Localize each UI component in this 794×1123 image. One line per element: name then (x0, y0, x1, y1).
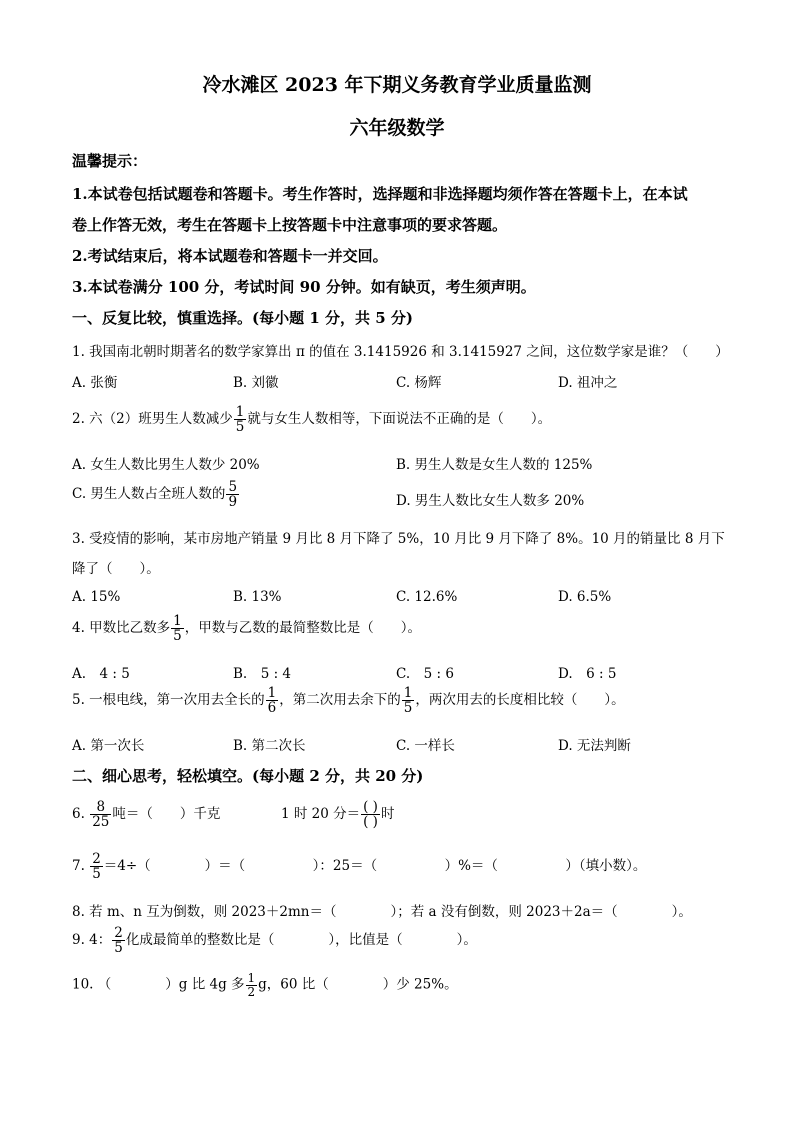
tips-line-2: 2.考试结束后，将本试题卷和答题卡一并交回。 (72, 247, 388, 265)
q6-blank-denominator: ( ) (363, 814, 378, 831)
question-1-stem: 1. 我国南北朝时期著名的数学家算出 π 的值在 3.1415926 和 3.1415927 之间，这位数学家是谁？（ ） (72, 344, 729, 360)
q2-option-b: B. 男生人数是女生人数的 125% (396, 457, 593, 473)
q2-fraction-numerator: 1 (235, 404, 245, 420)
tips-line-1b: 卷上作答无效，考生在答题卡上按答题卡中注意事项的要求答题。 (72, 216, 508, 234)
q6-part-1: 吨＝（ ）千克 (112, 806, 221, 823)
q5-stem-pre: 5. 一根电线，第一次用去全长的 (72, 692, 265, 709)
q7-fraction-denominator: 5 (92, 866, 101, 883)
q2-option-c-fraction (226, 480, 239, 509)
q4-stem-pre: 4. 甲数比乙数多 (72, 620, 171, 637)
tips-line-1a: 1.本试卷包括试题卷和答题卡。考生作答时，选择题和非选择题均须作答在答题卡上，在本试 (72, 185, 688, 203)
question-3-line-1: 3. 受疫情的影响，某市房地产销量 9 月比 8 月下降了 5%，10 月比 9 月下降了 8%。10 月的销量比 8 月下 (72, 531, 725, 547)
q4-fraction (171, 614, 184, 643)
q10-fraction-denominator: 2 (247, 984, 256, 999)
q6-part-2: 1 时 20 分＝ (280, 806, 361, 823)
exam-subtitle: 六年级数学 (349, 117, 445, 139)
q7-text: ＝4÷（ ）＝（ ）：25＝（ ）%＝（ ）（填小数）。 (103, 858, 647, 875)
q7-fraction-numerator: 2 (92, 851, 101, 867)
q7-fraction (90, 852, 103, 881)
q2-option-d: D. 男生人数比女生人数多 20% (396, 493, 585, 509)
question-7 (72, 852, 646, 881)
q6-label: 6. (72, 806, 85, 823)
q5-option-b: B. 第二次长 (233, 738, 306, 754)
question-4-stem (72, 614, 421, 643)
exam-title: 冷水滩区 2023 年下期义务教育学业质量监测 (202, 74, 592, 96)
q2-option-c-numerator: 5 (228, 479, 238, 495)
q9-fraction-denominator: 5 (114, 940, 123, 957)
q7-label: 7. (72, 858, 85, 875)
q5-stem-post: ，两次用去的长度相比较（ ）。 (415, 692, 625, 709)
q6-blank-numerator: ( ) (363, 799, 378, 815)
q4-stem-post: ，甲数与乙数的最简整数比是（ ）。 (184, 620, 422, 637)
q2-option-a: A. 女生人数比男生人数少 20% (72, 457, 260, 473)
q1-option-c: C. 杨辉 (396, 375, 442, 391)
q6-part-3: 时 (380, 806, 395, 823)
q2-fraction-denominator: 5 (235, 419, 245, 436)
question-8: 8. 若 m、n 互为倒数，则 2023＋2mn＝（ ）；若 a 没有倒数，则 2023＋2a＝（ ）。 (72, 904, 692, 920)
q9-fraction-numerator: 2 (114, 925, 123, 941)
tips-line-3: 3.本试卷满分 100 分，考试时间 90 分钟。如有缺页，考生须声明。 (72, 278, 536, 296)
q1-option-d: D. 祖冲之 (558, 375, 618, 391)
q4-fraction-numerator: 1 (173, 613, 182, 629)
q9-pre: 9. 4： (72, 932, 112, 949)
q5-fraction-2 (402, 686, 415, 715)
q6-fraction-denominator: 25 (92, 814, 110, 831)
q10-pre: 10. （ ）g 比 4g 多 (72, 976, 245, 993)
q6-fraction (90, 800, 111, 829)
q5-stem-mid: ，第二次用去余下的 (279, 692, 401, 709)
q4-option-b: B. 5 : 4 (233, 666, 292, 682)
q10-post: g，60 比（ ）少 25%。 (258, 976, 458, 993)
q5-option-c: C. 一样长 (396, 738, 455, 754)
q5-fraction-1 (266, 686, 279, 715)
q1-option-b: B. 刘徽 (233, 375, 279, 391)
q5-option-a: A. 第一次长 (72, 738, 145, 754)
question-6 (72, 800, 394, 829)
question-5-stem (72, 686, 625, 715)
q4-option-a: A. 4 : 5 (72, 666, 130, 682)
q3-option-a: A. 15% (72, 589, 121, 605)
q9-fraction (112, 926, 125, 955)
question-2-stem (72, 405, 551, 434)
q5-fraction-1-numerator: 1 (267, 685, 277, 701)
q2-fraction (234, 405, 247, 434)
q6-blank-fraction (361, 800, 380, 829)
q2-option-c-text: C. 男生人数占全班人数的 (72, 486, 226, 503)
question-9 (72, 926, 477, 955)
q5-fraction-2-denominator: 5 (403, 700, 413, 717)
q2-stem-post: 就与女生人数相等，下面说法不正确的是（ ）。 (247, 411, 552, 428)
q4-option-c: C. 5 : 6 (396, 666, 454, 682)
q5-fraction-2-numerator: 1 (403, 685, 413, 701)
question-3-line-2: 降了（ ）。 (72, 561, 160, 577)
q2-option-c-denominator: 9 (228, 494, 238, 511)
q9-post: 化成最简单的整数比是（ ），比值是（ ）。 (125, 932, 477, 949)
q1-option-a: A. 张衡 (72, 375, 118, 391)
q10-fraction-numerator: 1 (247, 971, 256, 985)
tips-heading: 温馨提示： (72, 152, 148, 170)
q4-option-d: D. 6 : 5 (558, 666, 617, 682)
q6-fraction-numerator: 8 (90, 800, 111, 815)
q10-fraction (246, 972, 258, 998)
q2-stem-pre: 2. 六（2）班男生人数减少 (72, 411, 233, 428)
q3-option-b: B. 13% (233, 589, 282, 605)
q5-fraction-1-denominator: 6 (267, 700, 277, 717)
question-10 (72, 972, 458, 998)
section-2-heading: 二、细心思考，轻松填空。(每小题 2 分，共 20 分) (72, 767, 424, 785)
q5-option-d: D. 无法判断 (558, 738, 631, 754)
section-1-heading: 一、反复比较，慎重选择。(每小题 1 分，共 5 分) (72, 309, 413, 327)
q3-option-c: C. 12.6% (396, 589, 458, 605)
q3-option-d: D. 6.5% (558, 589, 612, 605)
q4-fraction-denominator: 5 (173, 628, 182, 645)
q2-option-c (72, 480, 240, 509)
